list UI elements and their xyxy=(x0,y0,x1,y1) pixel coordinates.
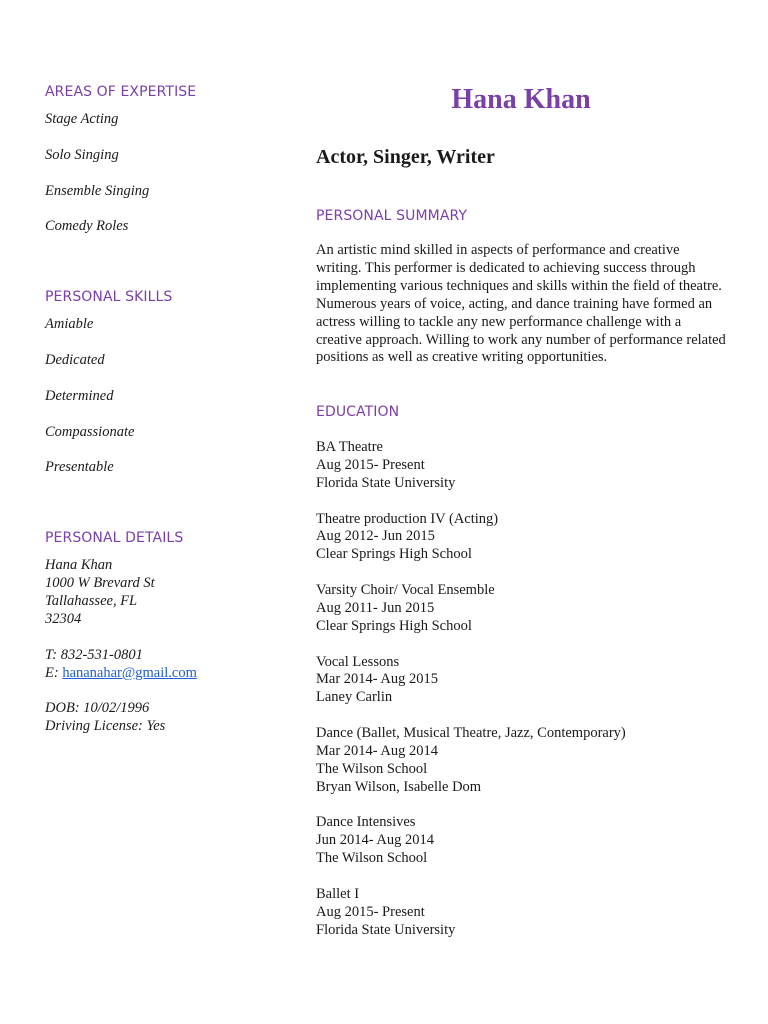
summary-text: An artistic mind skilled in aspects of performance and creative writing. This performer is dedicated to achieving success through implementing various techniques and skills within the field of theatre. Numerous years of voice, acting, and dance training have formed an actress willing to tackle any new performance challenge with a creative approach. Willing to work any number of performance related positions as well as creative writing opportunities. xyxy=(316,242,726,366)
email-prefix: E: xyxy=(45,664,59,681)
education-place: Clear Springs High School xyxy=(316,546,472,563)
education-title: Varsity Choir/ Vocal Ensemble xyxy=(316,582,495,599)
details-zip: 32304 xyxy=(45,611,82,628)
skill-item: Determined xyxy=(45,387,114,404)
education-heading: EDUCATION xyxy=(316,404,400,420)
skills-list xyxy=(45,315,295,476)
details-block xyxy=(45,556,295,735)
left-column xyxy=(45,83,295,735)
education-dates: Jun 2014- Aug 2014 xyxy=(316,832,435,849)
expertise-item: Ensemble Singing xyxy=(45,182,150,199)
education-place: The Wilson School xyxy=(316,760,428,777)
details-name: Hana Khan xyxy=(45,557,113,574)
email-link[interactable]: hananahar@gmail.com xyxy=(62,664,197,681)
education-dates: Aug 2015- Present xyxy=(316,903,425,920)
education-place: Florida State University xyxy=(316,921,456,938)
education-entry xyxy=(316,582,726,636)
skill-item: Dedicated xyxy=(45,351,105,368)
education-entry xyxy=(316,814,726,868)
education-entry xyxy=(316,725,726,797)
details-city: Tallahassee, FL xyxy=(45,593,138,610)
details-license: Driving License: Yes xyxy=(45,718,166,735)
education-title: Dance (Ballet, Musical Theatre, Jazz, Contemporary) xyxy=(316,725,626,742)
summary-heading: PERSONAL SUMMARY xyxy=(316,208,468,224)
education-place: Clear Springs High School xyxy=(316,617,472,634)
expertise-item: Stage Acting xyxy=(45,111,119,127)
education-dates: Mar 2014- Aug 2014 xyxy=(316,742,439,759)
education-entry xyxy=(316,654,726,708)
details-phone: T: 832-531-0801 xyxy=(45,646,143,663)
education-place: The Wilson School xyxy=(316,850,428,867)
education-instructors: Bryan Wilson, Isabelle Dom xyxy=(316,778,482,795)
details-email-line xyxy=(45,664,295,682)
education-list xyxy=(316,439,726,958)
skills-heading: PERSONAL SKILLS xyxy=(45,289,173,306)
education-title: BA Theatre xyxy=(316,439,383,455)
education-dates: Aug 2012- Jun 2015 xyxy=(316,528,435,545)
education-dates: Mar 2014- Aug 2015 xyxy=(316,671,439,688)
expertise-heading: AREAS OF EXPERTISE xyxy=(45,84,197,100)
education-place: Florida State University xyxy=(316,474,456,491)
expertise-item: Comedy Roles xyxy=(45,218,129,235)
skill-item: Compassionate xyxy=(45,423,135,440)
education-entry xyxy=(316,439,726,493)
education-title: Theatre production IV (Acting) xyxy=(316,510,499,527)
expertise-item: Solo Singing xyxy=(45,146,119,163)
skill-item: Amiable xyxy=(45,316,94,333)
education-title: Ballet I xyxy=(316,886,360,902)
skill-item: Presentable xyxy=(45,459,114,476)
education-title: Dance Intensives xyxy=(316,814,416,831)
resume-tagline: Actor, Singer, Writer xyxy=(316,146,495,168)
expertise-list xyxy=(45,110,295,235)
education-place: Laney Carlin xyxy=(316,689,393,706)
education-entry xyxy=(316,886,726,940)
resume-name: Hana Khan xyxy=(451,84,591,115)
details-heading: PERSONAL DETAILS xyxy=(45,530,184,547)
education-entry xyxy=(316,511,726,565)
details-dob: DOB: 10/02/1996 xyxy=(45,700,150,717)
education-dates: Aug 2011- Jun 2015 xyxy=(316,599,435,616)
details-street: 1000 W Brevard St xyxy=(45,575,155,592)
education-dates: Aug 2015- Present xyxy=(316,456,425,473)
education-title: Vocal Lessons xyxy=(316,653,400,670)
